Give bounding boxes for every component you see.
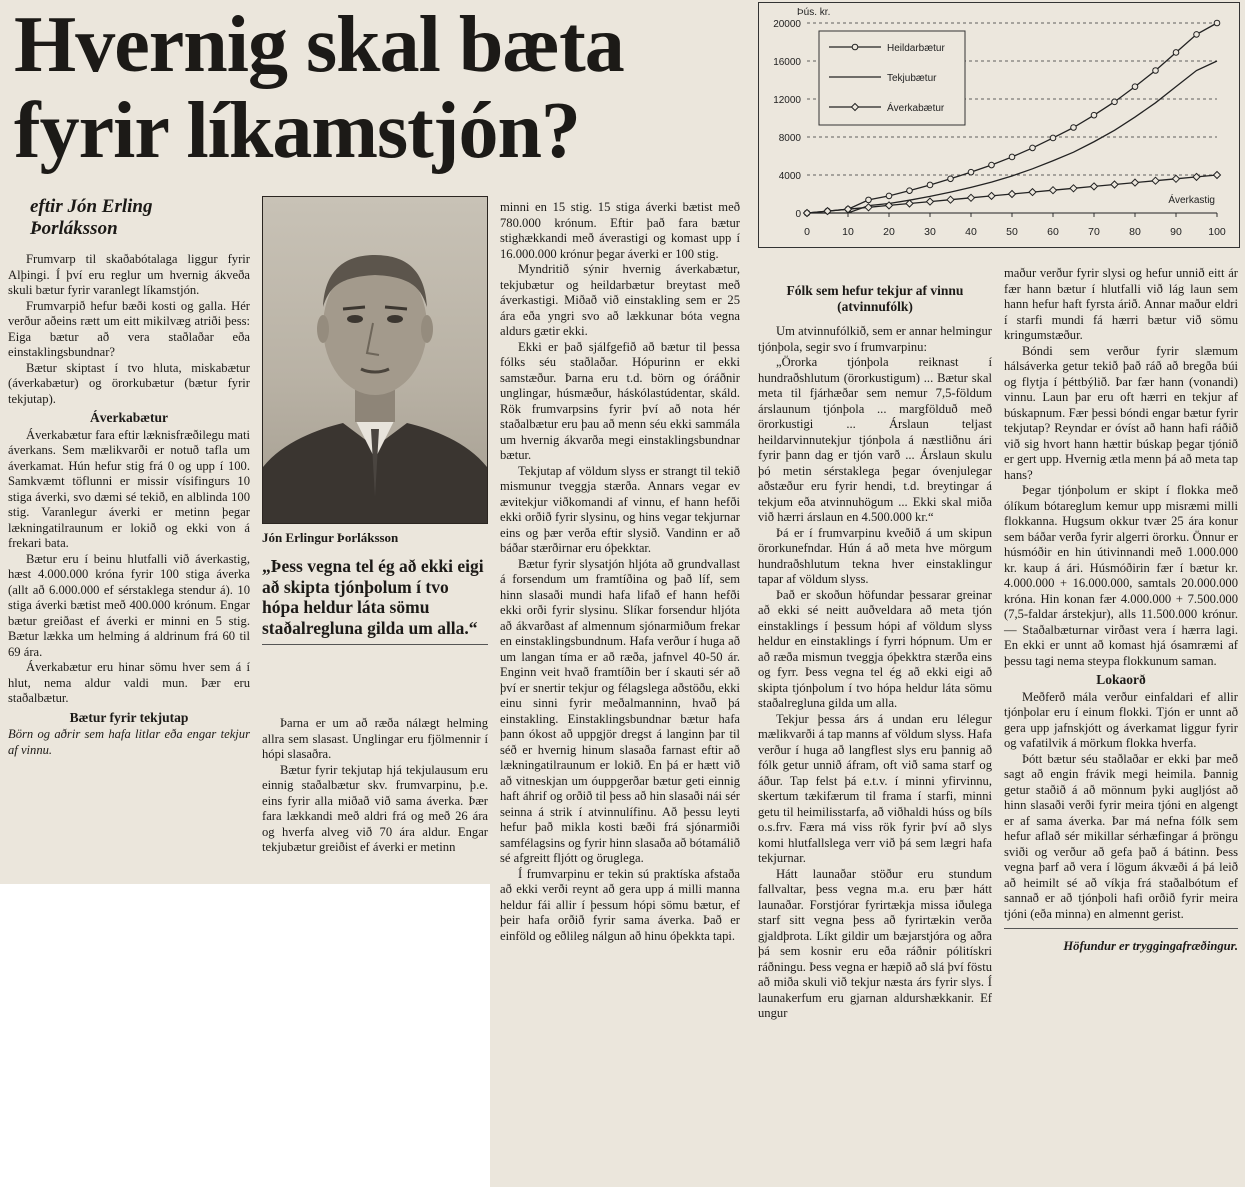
headline-line-2: fyrir líkamstjón? bbox=[14, 87, 580, 175]
legend-label: Áverkabætur bbox=[887, 103, 945, 114]
x-tick-label: 0 bbox=[804, 226, 810, 238]
legend-marker bbox=[852, 44, 858, 50]
data-point bbox=[1214, 172, 1221, 179]
pull-quote: „Þess vegna tel ég að ekki eigi að skipta tjónþolum í tvo hópa heldur láta sömu staðalregluna gilda um alla.“ bbox=[262, 556, 488, 645]
x-tick-label: 20 bbox=[883, 226, 895, 238]
line-chart bbox=[759, 3, 1239, 247]
paragraph: Þótt bætur séu staðlaðar er ekki þar með sagt að engin frávik megi heimila. Þannig getur staðið á að mönnum þyki augljóst að hinn slasaði verði fyrir meira tjóni en algengt er af sama áverka. Þar má nefna fólk sem hefur aflað sér mikillar sérhæfingar á þröngu sviði og verður að gefa það á bátinn. Þess vegna þarf að vera í lögum ákvæði á þá leið að heimilt sé að víkja frá staðalbótum ef sannað er að tjónþoli hafi orðið fyrir meira tjóni (eða minna) en almennt gerist. bbox=[1004, 751, 1238, 921]
paragraph: Bóndi sem verður fyrir slæmum hálsáverka getur tekið það ráð að bregða búi og flytja í þéttbýlið. Þar fær hann (vonandi) vinnu. Laun þar eru oft hærri en tekjur af búskapnum. Fær þessi bóndi engar bætur fyrir tekjutap? Reyndar er óvíst að hann hafi ráðið við sig hvort hann hættir búskap þegar tjónið er gert upp. Hvernig ætla menn þá að meta tap hans? bbox=[1004, 343, 1238, 482]
paragraph: Frumvarpið hefur bæði kosti og galla. Hér verður aðeins rætt um eitt mikilvæg atriði þess: Eiga bætur að vera staðlaðar eða einstaklingsbundnar? bbox=[8, 298, 250, 359]
data-point bbox=[968, 194, 975, 201]
y-tick-label: 0 bbox=[795, 209, 801, 220]
data-point bbox=[1153, 68, 1159, 74]
paragraph: Um atvinnufólkið, sem er annar helmingur tjónþola, segir svo í frumvarpinu: bbox=[758, 324, 992, 354]
paragraph: Ekki er það sjálfgefið að bætur til þessa fólks séu staðlaðar. Hópurinn er ekki samstæður. Þarna eru t.d. börn og óráðnir unglingar, húsmæður, háskólastúdentar, skáld. Rök frumvarpsins fyrir því að nota hér staðalbætur eru þau að menn séu ekki sammála um hvernig ákvarða megi einstaklingsbundnar bætur. bbox=[500, 339, 740, 462]
paragraph: Bætur fyrir tekjutap hjá tekjulausum eru einnig staðalbætur skv. frumvarpinu, þ.e. eins fyrir alla miðað við sama áverka. Þær fara lækkandi með aldri frá og með 26 ára og hverfa alveg við 70 ára aldur. Engar tekjubætur greiðist ef áverki er metinn bbox=[262, 762, 488, 854]
paragraph: Börn og aðrir sem hafa litlar eða engar tekjur af vinnu. bbox=[8, 727, 250, 757]
subheading-lokaord: Lokaorð bbox=[1096, 672, 1146, 687]
y-tick-label: 16000 bbox=[773, 57, 801, 68]
paragraph: Frumvarp til skaðabótalaga liggur fyrir Alþingi. Í því eru reglur um hvernig ákveða skuli bætur fyrir varanlegt líkamstjón. bbox=[8, 252, 250, 297]
subheading-atvinnufolk: Fólk sem hefur tekjur af vinnu (atvinnufólk) bbox=[786, 283, 964, 314]
paragraph: Þarna er um að ræða nálægt helming allra sem slasast. Unglingar eru fjölmennir í hópi slasaðra. bbox=[262, 716, 488, 761]
y-axis-label: Þús. kr. bbox=[797, 7, 831, 18]
data-point bbox=[968, 169, 974, 175]
paragraph: Áverkabætur eru hinar sömu hver sem á í hlut, nema aldur valdi mun. Þær eru staðalbætur. bbox=[8, 660, 250, 705]
data-point bbox=[1070, 185, 1077, 192]
y-tick-label: 20000 bbox=[773, 19, 801, 30]
data-point bbox=[1152, 177, 1159, 184]
data-point bbox=[1029, 189, 1036, 196]
column-4 bbox=[758, 280, 992, 1022]
subheading-baetur-tekjutap: Bætur fyrir tekjutap bbox=[69, 709, 189, 725]
byline-line-1: eftir Jón Erling bbox=[30, 196, 153, 217]
paragraph: Í frumvarpinu er tekin sú praktíska afstaða að ekki verði reynt að gera upp á milli manna heldur fái allir í þessum hópi sömu bætur, ef þeir hafa orðið fyrir sama áverka. Það er einföld og eðlileg nálgun að hinu óþekkta tapi. bbox=[500, 866, 740, 943]
paragraph: Tekjutap af völdum slyss er strangt til tekið mismunur tveggja stærða. Annars vegar ev ævitekjur viðkomandi af vinnu, ef hann hefði ekki orðið fyrir slysinu, og hins vegar tekjurnar eins og þær verða eftir slysið. Vandinn er að báðar stærðirnar eru óþekktar. bbox=[500, 463, 740, 555]
data-point bbox=[1173, 50, 1179, 56]
data-point bbox=[1111, 181, 1118, 188]
paragraph: Þegar tjónþolum er skipt í flokka með ólíkum bótareglum kemur upp misræmi milli flokkanna. Hugsum okkur tvær 25 ára konur sem báðar verða fyrir algerri örorku. Önnur er húsmóðir en hin útivinnandi með 1.000.000 kr. kaup á ári. Húsmóðirin fær í bætur kr. 4.000.000 + 16.000.000, samtals 20.000.000 króna. Hin konan fær 4.000.000 + 7.500.000 (7,5-faldar árstekjur), alls 11.500.000 krónur. — Staðalbæturnar virðast vera í hærra lagi. En ekki er unnt að komast hjá ósamræmi af þessu tagi nema steypa flokkunum saman. bbox=[1004, 483, 1238, 668]
data-point bbox=[1173, 175, 1180, 182]
byline bbox=[30, 196, 152, 240]
data-point bbox=[1193, 173, 1200, 180]
byline-line-2: Þorláksson bbox=[30, 218, 118, 239]
data-point bbox=[1009, 191, 1016, 198]
data-point bbox=[804, 210, 811, 217]
data-point bbox=[988, 192, 995, 199]
paragraph: Þá er í frumvarpinu kveðið á um skipun örorkunefndar. Hún á að meta hve mörgum hundraðshlutum tekna hver einstaklingur tapar af völdum slyss. bbox=[758, 525, 992, 586]
data-point bbox=[1050, 135, 1056, 141]
data-point bbox=[1030, 145, 1036, 151]
legend-label: Tekjubætur bbox=[887, 73, 937, 84]
data-point bbox=[866, 197, 872, 203]
paragraph: Bætur skiptast í tvo hluta, miskabætur (áverkabætur) og örorkubætur (bætur fyrir tekjutap). bbox=[8, 360, 250, 406]
subheading-averkabaetur: Áverkabætur bbox=[90, 410, 168, 425]
x-tick-label: 40 bbox=[965, 226, 977, 238]
data-point bbox=[1132, 84, 1138, 90]
column-3 bbox=[500, 200, 740, 944]
data-point bbox=[1091, 183, 1098, 190]
paragraph: Hátt launaðar stöður eru stundum fallvaltar, þess vegna m.a. eru þær hátt launaðar. Forstjórar fyrirtækja missa iðulega starf sitt vegna þess að fyrirtækin verða gjaldþrota. Líkt gildir um bæjarstjóra og aðra þá sem kosnir eru eða ráðnir pólitískri ráðningu. Þess vegna er hæpið að slá því föstu að miða skuli við tekjur næsta árs fyrir slys. Í launakerfum eru gjarnan aldurshækkanir. Ef ungur bbox=[758, 866, 992, 1020]
data-point bbox=[927, 198, 934, 205]
author-note: Höfundur er tryggingafræðingur. bbox=[1004, 928, 1238, 955]
paragraph: minni en 15 stig. 15 stiga áverki bætist með 780.000 krónum. Eftir það fara bætur stighækkandi með áverastigi og komast upp í 16.000.000 krónur þegar áverki er 100 stig. bbox=[500, 200, 740, 261]
legend-label: Heildarbætur bbox=[887, 43, 945, 54]
x-tick-label: 100 bbox=[1208, 226, 1226, 238]
data-point bbox=[1194, 32, 1200, 38]
x-axis-label: Áverkastig bbox=[1168, 195, 1215, 206]
y-tick-label: 4000 bbox=[778, 171, 801, 182]
paragraph: Bætur fyrir slysatjón hljóta að grundvallast á forsendum um framtíðina og það líf, sem hinn slasaði mundi hafa lifað ef hann hefði ekki orði fyrir slysinu. Slíkar forsendur hljóta að ákvarðast af almennum sjónarmiðum frekar en einstaklingsbundnum. Hafa verður í huga að um langan tíma er að ræða, jafnvel 40-50 ár. Enginn veit hvað framtíðin ber í skauti sér að því er snertir tekjur og félagslega aðstöðu, ekki einu sinni fyrir meðalmanninn, hvað þá einstakling. Einstaklingsbundnar bætur hafa þann ókost að uppgjör dregst á langinn þar til séð er hvernig hinum slasaða farnast eftir að lækningatilraunum er lokið. En þá er hætt við að vitneskjan um óuppgerðar bætur geti einnig haft áhrif og orðið til þess að hin slasaði nái sér seinna á strik í atvinnulífinu. Að þessu leyti hefur það mikla kosti bæði frá sjónarmiði samfélagsins og fyrir hinn slasaða að bótamálið sé afgreitt fljótt og öruglega. bbox=[500, 556, 740, 865]
data-point bbox=[948, 176, 954, 182]
x-tick-label: 80 bbox=[1129, 226, 1141, 238]
x-tick-label: 50 bbox=[1006, 226, 1018, 238]
x-tick-label: 90 bbox=[1170, 226, 1182, 238]
headline bbox=[14, 2, 624, 174]
data-point bbox=[989, 162, 995, 168]
data-point bbox=[1132, 179, 1139, 186]
chart-box bbox=[758, 2, 1240, 248]
paragraph: „Örorka tjónþola reiknast í hundraðshlutum (örorkustigum) ... Bætur skal meta til fjárhæðar sem nemur 7,5-földum árslaunum tjónþola ... margfölduð með örorkustigi ... Árslaun teljast heildarvinnutekjur tjónþola á næstliðnu ári fyrir þann dag er tjón varð ... Árslaun skulu þó metin sérstaklega þegar óvenjulegar aðstæður eru fyrir hendi, t.d. breytingar á tekjum eða atvinnuhögum ... Ekki skal miða við hærri árslaun en 4.500.000 kr.“ bbox=[758, 355, 992, 524]
headline-line-1: Hvernig skal bæta bbox=[14, 1, 624, 89]
paragraph: Það er skoðun höfundar þessarar greinar að ekki sé neitt auðveldara að meta tjón einstaklings í þessum hópi af völdum slyss heldur en einstaklings í fyrri hópnum. Um er að ræða mismun tveggja óþekktra stærða eins og fyrr. Þess vegna tel ég að ekki eigi að skipta tjónþolum í tvo hópa heldur láta sömu staðalregluna gilda um alla. bbox=[758, 587, 992, 710]
x-tick-label: 10 bbox=[842, 226, 854, 238]
y-tick-label: 12000 bbox=[773, 95, 801, 106]
paragraph: Áverkabætur fara eftir læknisfræðilegu mati áverkans. Sem mælikvarði er notuð tafla um áverkamat. Hún hefur stig frá 0 og upp í 100. Samkvæmt töflunni er missir vísifingurs 10 stiga áverki, svo dæmi sé tekið, en alblinda 100 stig. Varanlegur áverki er metinn þegar lækningatilraunum er lokið og ekki von á frekari bata. bbox=[8, 427, 250, 550]
y-tick-label: 8000 bbox=[778, 133, 801, 144]
author-photo bbox=[262, 196, 488, 524]
data-point bbox=[1071, 125, 1077, 131]
paragraph: maður verður fyrir slysi og hefur unnið eitt ár fær hann bætur í hlutfalli við lág laun sem hann hefur haft fyrsta árið. Annar maður eldri í starfi mundi fá hærri bætur við sömu kringumstæður. bbox=[1004, 266, 1238, 342]
column-2 bbox=[262, 716, 488, 856]
data-point bbox=[1112, 99, 1118, 105]
portrait-illustration bbox=[263, 197, 487, 523]
data-point bbox=[1091, 112, 1097, 118]
column-1 bbox=[8, 252, 250, 758]
data-point bbox=[886, 193, 892, 199]
x-tick-label: 30 bbox=[924, 226, 936, 238]
x-tick-label: 60 bbox=[1047, 226, 1059, 238]
paragraph: Meðferð mála verður einfaldari ef allir tjónþolar eru í einum flokki. Tjón er unnt að gera upp jafnskjótt og áverkamat liggur fyrir og vafatilvik á mörkum flokka hverfa. bbox=[1004, 689, 1238, 750]
data-point bbox=[947, 196, 954, 203]
data-point bbox=[1050, 187, 1057, 194]
x-tick-label: 70 bbox=[1088, 226, 1100, 238]
data-point bbox=[1214, 20, 1220, 26]
paragraph: Myndritið sýnir hvernig áverkabætur, tekjubætur og heildarbætur breytast með áverkastigi. Miðað við einstakling sem er 25 ára eða yngri svo að lækkunar bóta vegna aldurs gætir ekki. bbox=[500, 262, 740, 338]
data-point bbox=[907, 188, 913, 194]
data-point bbox=[1009, 154, 1015, 160]
column-5 bbox=[1004, 266, 1238, 955]
photo-caption: Jón Erlingur Þorláksson bbox=[262, 530, 399, 545]
paragraph: Bætur eru í beinu hlutfalli við áverkastig, hæst 4.000.000 króna fyrir 100 stiga áverka (allt að 6.000.000 ef sérstaklega stendur á). 10 stiga áverki bætist með 400.000 krónum. Engar bætur greiðast ef áverki er minni en 5 stig. Bætur lækka um helming á aldrinum frá 60 til 69 ára. bbox=[8, 551, 250, 659]
data-point bbox=[927, 182, 933, 188]
paragraph: Tekjur þessa árs á undan eru lélegur mælikvarði á tap manns af völdum slyss. Hafa verður í huga að langflest slys eru þannig að fólk getur unnið áfram, oft við sama starf og áður. Tap felst þá e.t.v. í minni yfirvinnu, skertum tækifærum til frama í starfi, minni getu til heimilisstarfa, að viðhaldi húss og bíls o.s.frv. Færa má viss rök fyrir því að slys komi hlutfallslega verr við þá sem lægri hafa tekjurnar. bbox=[758, 711, 992, 865]
